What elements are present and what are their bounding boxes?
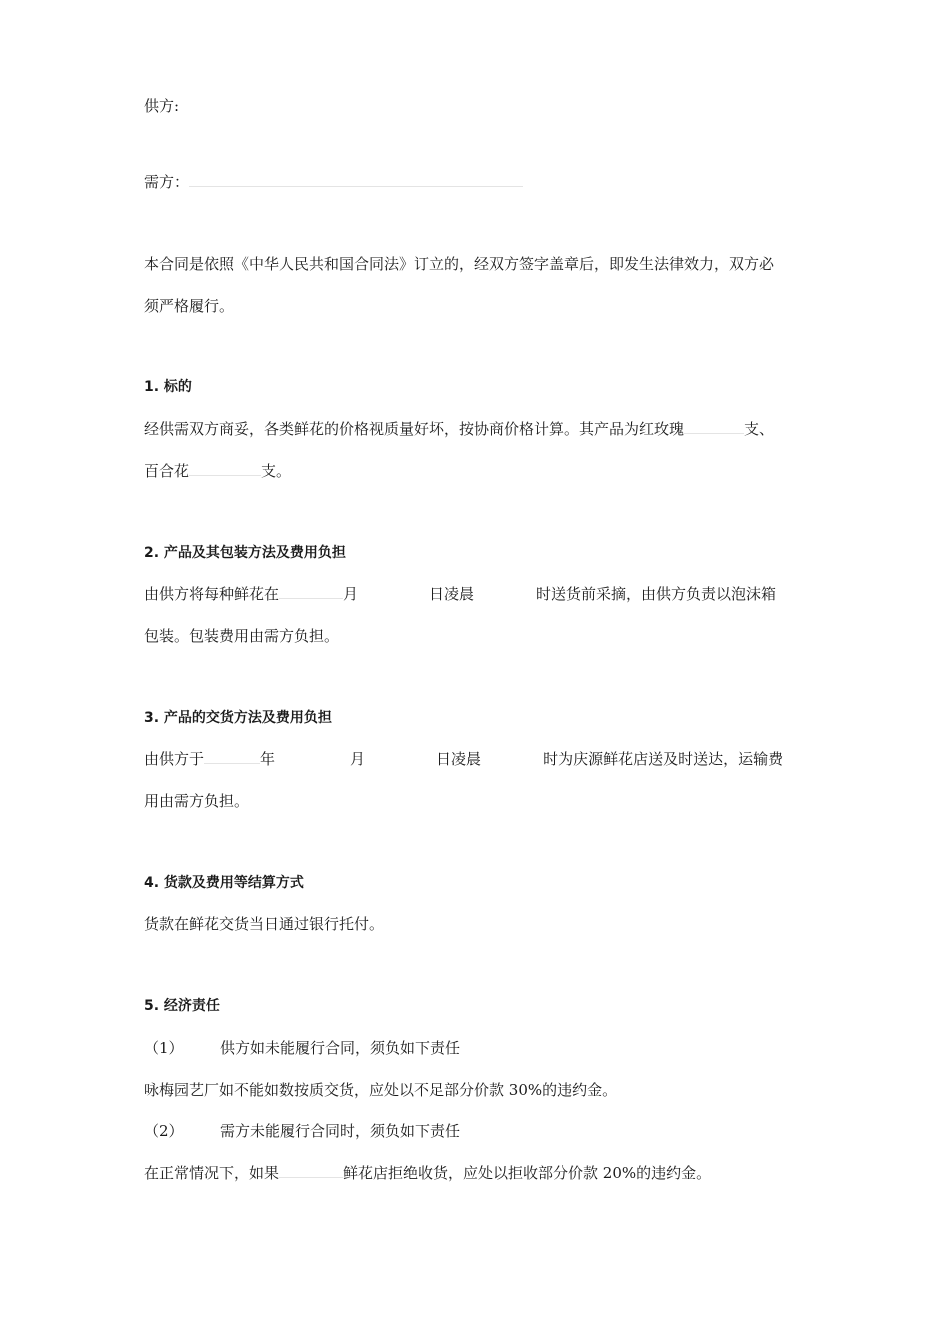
section-3-text-2: 用由需方负担。 <box>144 792 250 810</box>
section-2-line-2 <box>144 626 339 646</box>
intro-line-2 <box>144 296 234 316</box>
section-1-text-2a: 百合花 <box>144 462 190 480</box>
section-3-line-1 <box>144 749 783 769</box>
item-1-number: （1） <box>144 1039 184 1057</box>
section-3-text-1c: 月 <box>350 750 366 768</box>
section-2-text-2: 包装。包装费用由需方负担。 <box>144 627 340 645</box>
section-3-text-1d: 日凌晨 <box>436 750 482 768</box>
section-4-heading: 4. 货款及费用等结算方式 <box>144 875 304 891</box>
intro-text-2: 须严格履行。 <box>144 297 235 315</box>
item-1-text: 供方如未能履行合同，须负如下责任 <box>220 1039 461 1057</box>
delivery-year-blank[interactable] <box>204 749 260 764</box>
rose-quantity-blank[interactable] <box>684 419 744 434</box>
item-2-detail-text-a: 在正常情况下，如果 <box>144 1164 280 1182</box>
lily-quantity-blank[interactable] <box>189 461 261 476</box>
supplier-line <box>144 96 179 116</box>
section-5-heading: 5. 经济责任 <box>144 998 220 1014</box>
section-3-text-1b: 年 <box>260 750 276 768</box>
section-1-heading: 1. 标的 <box>144 379 192 395</box>
section-3-text-1e: 时为庆源鲜花店送及时送达，运输费 <box>543 750 784 768</box>
section-4-line-1 <box>144 914 384 934</box>
section-5-item-2-detail <box>144 1163 711 1183</box>
flower-shop-name-blank[interactable] <box>279 1163 343 1178</box>
intro-text-1: 本合同是依照《中华人民共和国合同法》订立的，经双方签字盖章后，即发生法律效力，双方必 <box>144 255 775 273</box>
section-3-text-1a: 由供方于 <box>144 750 205 768</box>
section-1-text-1b: 支、 <box>744 420 775 438</box>
section-3-heading: 3. 产品的交货方法及费用负担 <box>144 710 332 726</box>
item-2-text: 需方未能履行合同时，须负如下责任 <box>220 1122 461 1140</box>
supplier-label: 供方: <box>144 97 180 115</box>
section-2-text-1a: 由供方将每种鲜花在 <box>144 585 280 603</box>
section-2-text-1c: 日凌晨 <box>429 585 475 603</box>
section-2-line-1 <box>144 584 776 604</box>
item-2-detail-text-b: 鲜花店拒绝收货，应处以拒收部分价款 20%的违约金。 <box>343 1164 712 1182</box>
section-1-text-1a: 经供需双方商妥，各类鲜花的价格视质量好坏，按协商价格计算。其产品为红玫瑰 <box>144 420 685 438</box>
section-5-item-1 <box>144 1038 460 1058</box>
buyer-line <box>144 172 523 192</box>
picking-month-blank[interactable] <box>279 584 343 599</box>
section-2-text-1b: 月 <box>343 585 359 603</box>
section-1-line-2 <box>144 461 291 481</box>
section-1-line-1 <box>144 419 774 439</box>
buyer-name-blank[interactable] <box>189 172 523 187</box>
section-1-text-2b: 支。 <box>261 462 292 480</box>
section-2-heading: 2. 产品及其包装方法及费用负担 <box>144 545 346 561</box>
item-2-number: （2） <box>144 1122 184 1140</box>
section-2-text-1d: 时送货前采摘，由供方负责以泡沫箱 <box>536 585 777 603</box>
section-4-text-1: 货款在鲜花交货当日通过银行托付。 <box>144 915 385 933</box>
section-5-item-1-detail <box>144 1080 617 1100</box>
buyer-label: 需方： <box>144 173 190 191</box>
section-3-line-2 <box>144 791 249 811</box>
intro-line-1 <box>144 254 774 274</box>
item-1-detail-text: 咏梅园艺厂如不能如数按质交货，应处以不足部分价款 30%的违约金。 <box>144 1081 618 1099</box>
section-5-item-2 <box>144 1121 460 1141</box>
